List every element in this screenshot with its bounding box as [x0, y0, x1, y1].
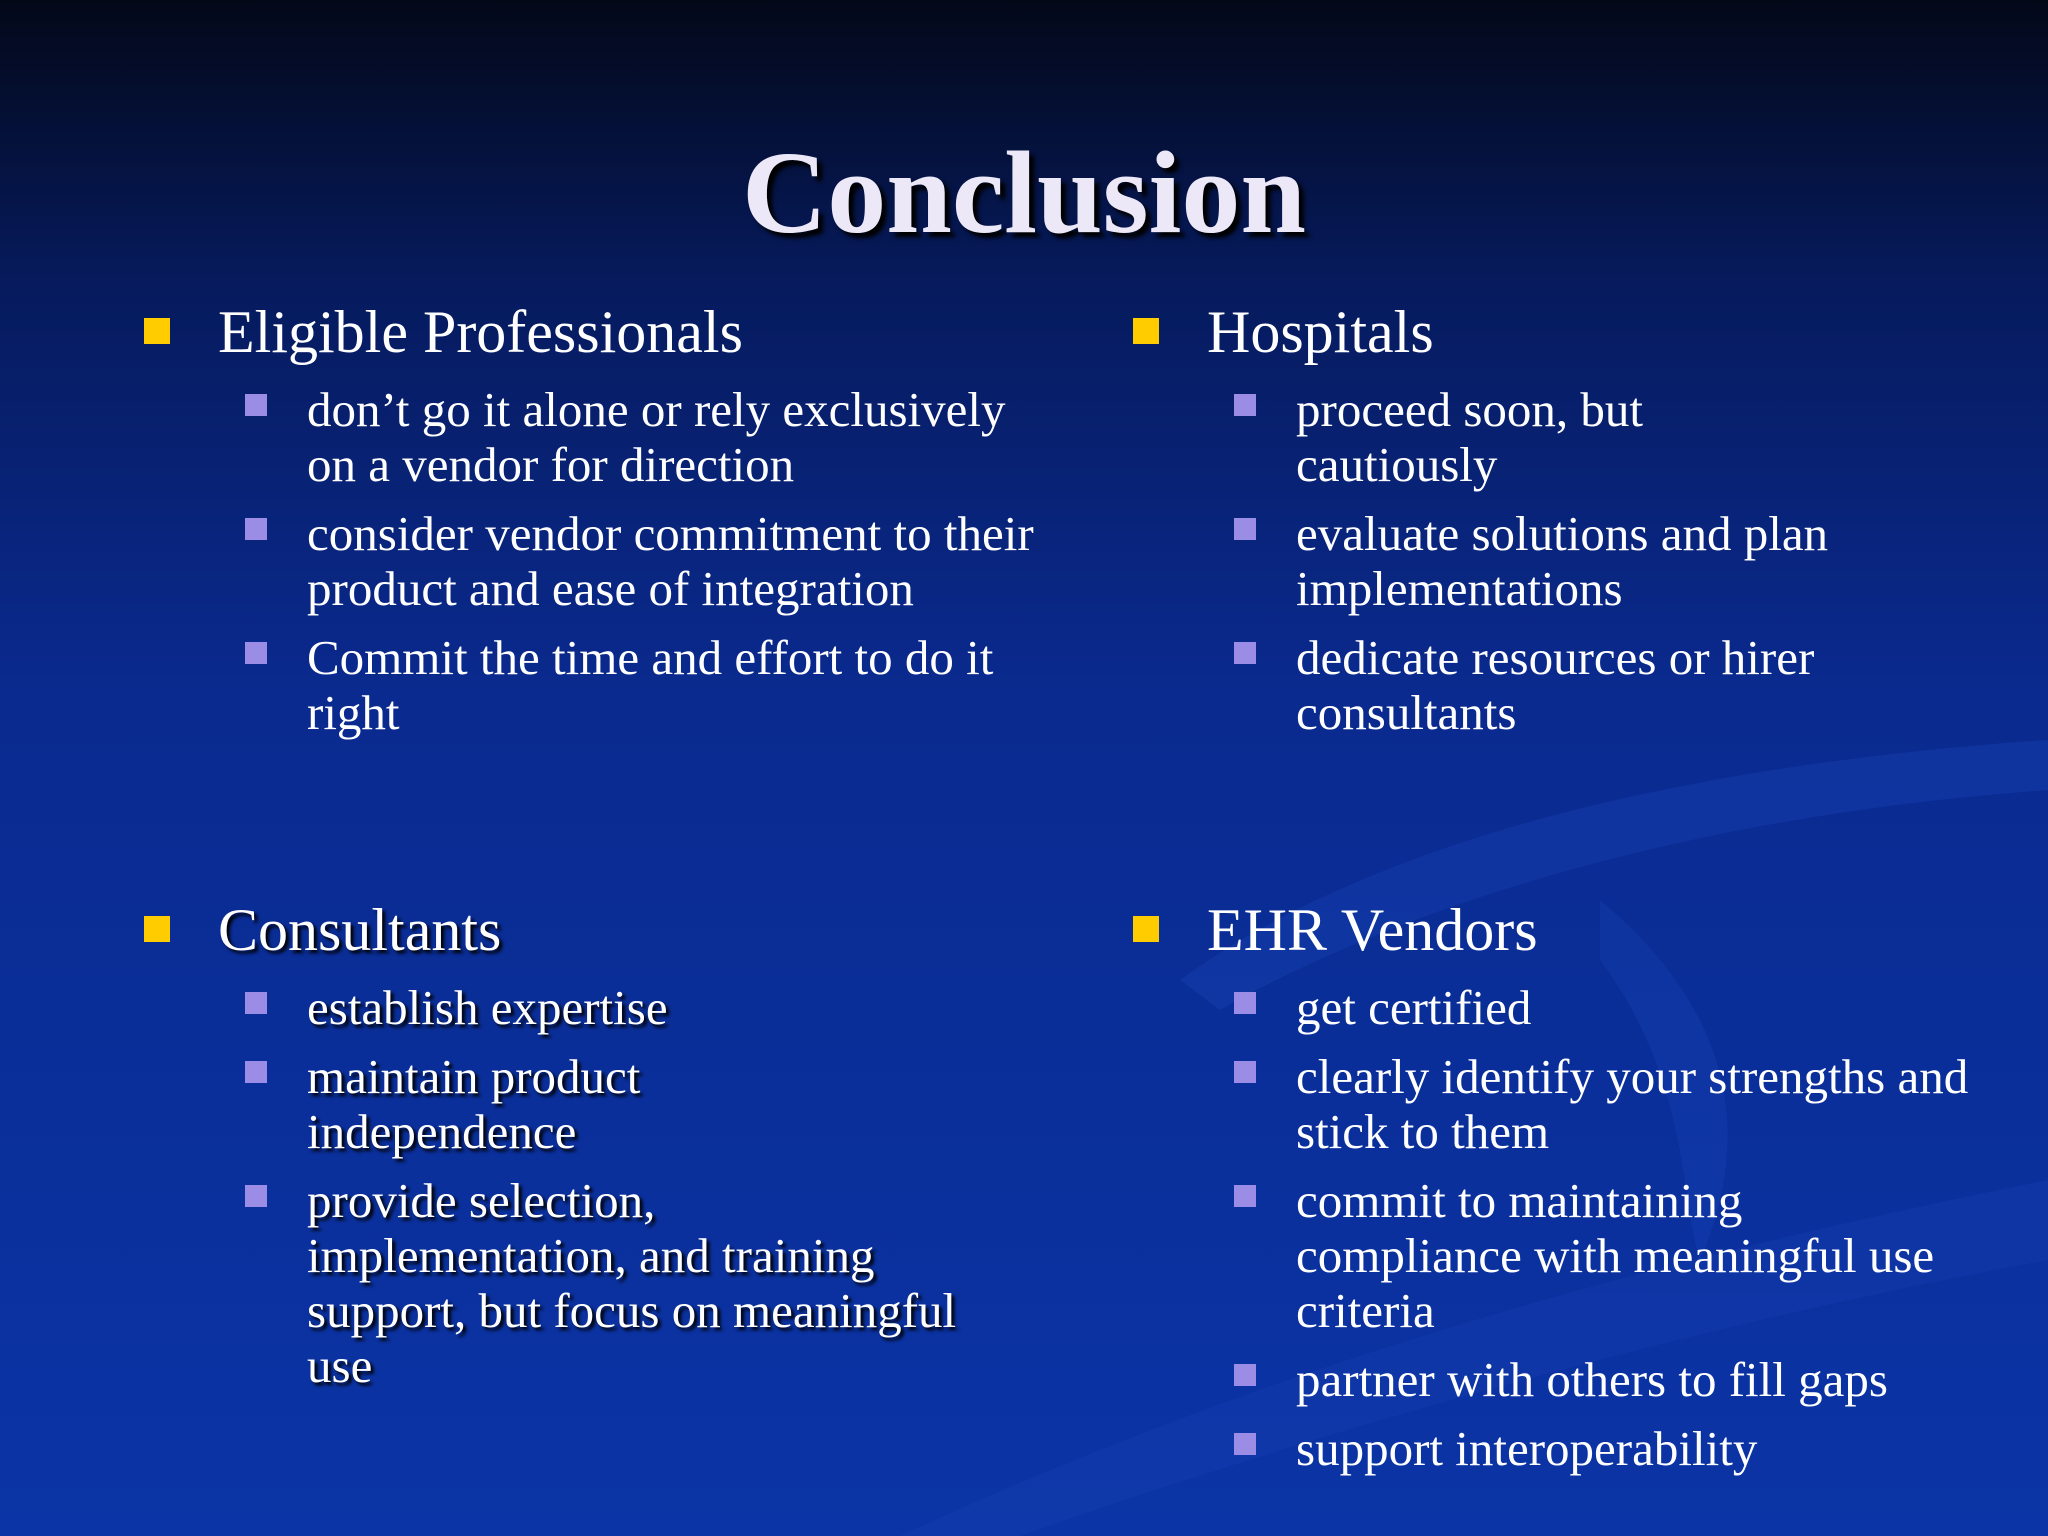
list-item: commit to maintaining compliance with meaningful use criteria	[1234, 1173, 1976, 1338]
square-bullet-icon	[245, 1061, 267, 1083]
square-bullet-icon	[144, 318, 170, 344]
heading-text: Eligible Professionals	[218, 299, 743, 365]
section-eligible-professionals	[144, 296, 1044, 740]
list-item: proceed soon, but cautiously	[1234, 382, 1816, 492]
square-bullet-icon	[1234, 1364, 1256, 1386]
square-bullet-icon	[1234, 1185, 1256, 1207]
list-item: consider vendor commitment to their product and ease of integration	[245, 506, 1044, 616]
section-heading	[1133, 296, 1933, 368]
heading-text: EHR Vendors	[1207, 897, 1538, 963]
list-item: get certified	[1234, 980, 2013, 1035]
square-bullet-icon	[1133, 318, 1159, 344]
square-bullet-icon	[1234, 394, 1256, 416]
square-bullet-icon	[245, 394, 267, 416]
sub-list	[144, 980, 1044, 1393]
slide-title: Conclusion	[742, 127, 1306, 258]
list-item: maintain product independence	[245, 1049, 827, 1159]
list-item: partner with others to fill gaps	[1234, 1352, 2016, 1407]
section-ehr-vendors	[1133, 894, 2013, 1476]
list-item: support interoperability	[1234, 1421, 2013, 1476]
list-item: evaluate solutions and plan implementations	[1234, 506, 1836, 616]
section-hospitals	[1133, 296, 1933, 740]
square-bullet-icon	[1234, 992, 1256, 1014]
square-bullet-icon	[245, 1185, 267, 1207]
list-item: establish expertise	[245, 980, 1044, 1035]
square-bullet-icon	[1234, 518, 1256, 540]
list-item: don’t go it alone or rely exclusively on a vendor for direction	[245, 382, 1044, 492]
list-item: clearly identify your strengths and stick to them	[1234, 1049, 1976, 1159]
heading-text: Consultants	[218, 897, 502, 963]
heading-text: Hospitals	[1207, 299, 1434, 365]
section-consultants	[144, 894, 1044, 1393]
square-bullet-icon	[144, 916, 170, 942]
square-bullet-icon	[1133, 916, 1159, 942]
square-bullet-icon	[1234, 1433, 1256, 1455]
sub-list	[144, 382, 1044, 740]
section-heading	[1133, 894, 2013, 966]
square-bullet-icon	[1234, 1061, 1256, 1083]
section-heading	[144, 894, 1044, 966]
square-bullet-icon	[245, 642, 267, 664]
list-item: dedicate resources or hirer consultants	[1234, 630, 1836, 740]
square-bullet-icon	[245, 518, 267, 540]
section-heading	[144, 296, 1044, 368]
sub-list	[1133, 980, 2013, 1476]
list-item: Commit the time and effort to do it right	[245, 630, 1044, 740]
list-item: provide selection, implementation, and training support, but focus on meaningful use	[245, 1173, 987, 1393]
square-bullet-icon	[245, 992, 267, 1014]
sub-list	[1133, 382, 1933, 740]
square-bullet-icon	[1234, 642, 1256, 664]
